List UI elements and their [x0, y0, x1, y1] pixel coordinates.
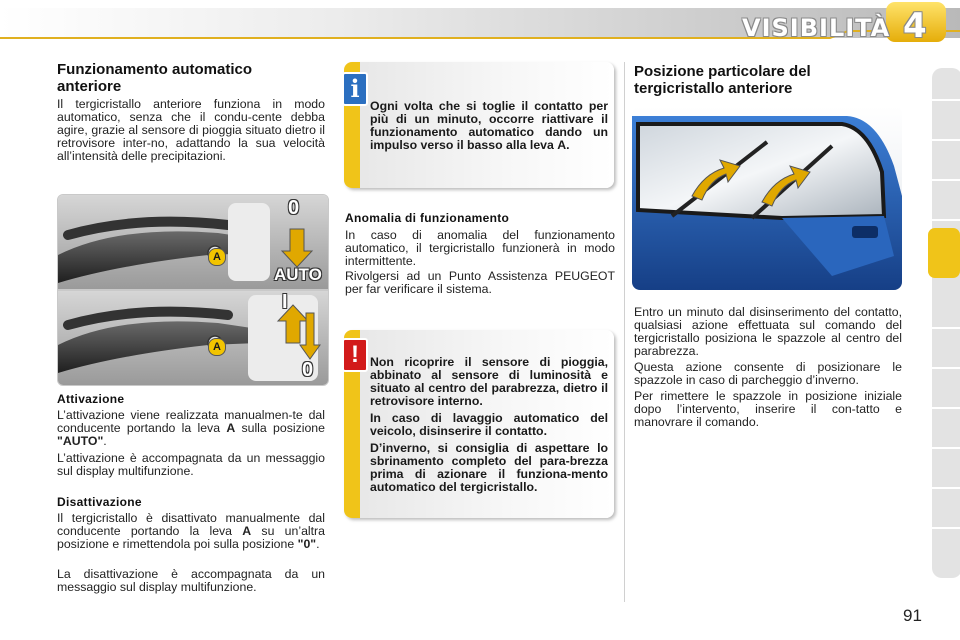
info-panel — [344, 62, 614, 188]
windshield-photo — [632, 106, 902, 290]
lever-label-a-bottom: A — [208, 338, 226, 356]
activation-paragraph-1: L’attivazione viene realizzata manualmen-te dal conducente portando la leva A sulla posizione "AUTO". — [57, 408, 325, 448]
page-title: VISIBILITÀ — [742, 14, 891, 42]
intro-paragraph: Il tergicristallo anteriore funziona in modo automatico, senza che il condu-cente debba agire, grazie al sensore di pioggia situato dietro il retrovisore inter-no, adattando la sua velocità all’intensità delle precipitazioni. — [57, 97, 325, 163]
special-position-paragraph-1: Entro un minuto dal disinserimento del contatto, qualsiasi azione effettuata sul comando del tergicristallo posiziona le spazzole al centro del parabrezza. — [634, 305, 902, 358]
page-number: 91 — [903, 606, 922, 625]
lever-label-a-top: A — [208, 248, 226, 266]
section-title-automatic: Funzionamento automatico anteriore — [57, 61, 252, 95]
special-position-paragraph-3: Per rimettere le spazzole in posizione iniziale dopo l’intervento, inserire il con-tatto e manovrare il comando. — [634, 389, 902, 429]
column-divider — [624, 62, 625, 602]
warning-panel — [344, 330, 614, 518]
warning-text-2: In caso di lavaggio automatico del veicolo, disinserire il contatto. — [370, 411, 608, 438]
wiper-stalk-illustration — [57, 194, 329, 386]
chapter-number: 4 — [903, 6, 927, 46]
deactivation-paragraph-2: La disattivazione è accompagnata da un messaggio sul display multifunzione. — [57, 567, 325, 594]
info-text: Ogni volta che si toglie il contatto per più di un minuto, occorre riattivare il funzionamento automatico dando un impulso verso il basso alla leva A. — [370, 99, 608, 152]
warning-icon: ! — [342, 338, 368, 372]
info-icon: i — [342, 72, 368, 106]
active-chapter-tab — [928, 228, 960, 278]
car-windshield-drawing — [632, 106, 902, 290]
heading-deactivation: Disattivazione — [57, 495, 142, 509]
stalk-drawing — [58, 195, 328, 385]
section-title-special-position: Posizione particolare del tergicristallo anteriore — [634, 63, 811, 97]
anomaly-paragraph-1: In caso di anomalia del funzionamento automatico, il tergicristallo funzionerà in modo intermittente. — [345, 228, 615, 268]
warning-text-1: Non ricoprire il sensore di pioggia, abbinato al sensore di luminosità e situato al centro del parabrezza, dietro il retrovisore interno. — [370, 355, 608, 408]
position-label-0-bottom: 0 — [302, 359, 314, 381]
anomaly-paragraph-2: Rivolgersi ad un Punto Assistenza PEUGEOT per far verificare il sistema. — [345, 269, 615, 296]
chapter-tabs — [928, 68, 960, 578]
warning-text-3: D’inverno, si consiglia di aspettare lo sbrinamento completo del para-brezza prima di azionare il funziona-mento automatico del tergicristallo. — [370, 441, 608, 494]
position-label-0-top: 0 — [288, 197, 300, 219]
heading-anomaly: Anomalia di funzionamento — [345, 211, 510, 225]
position-label-auto: AUTO — [274, 265, 322, 284]
special-position-paragraph-2: Questa azione consente di posizionare le spazzole in caso di parcheggio d’inverno. — [634, 360, 902, 387]
deactivation-paragraph-1: Il tergicristallo è disattivato manualmente dal conducente portando la leva A su un’altra posizione e rimettendola poi sulla posizione "0". — [57, 511, 325, 551]
position-label-i: I — [282, 291, 288, 313]
activation-paragraph-2: L’attivazione è accompagnata da un messaggio sul display multifunzione. — [57, 451, 325, 478]
heading-activation: Attivazione — [57, 392, 125, 406]
